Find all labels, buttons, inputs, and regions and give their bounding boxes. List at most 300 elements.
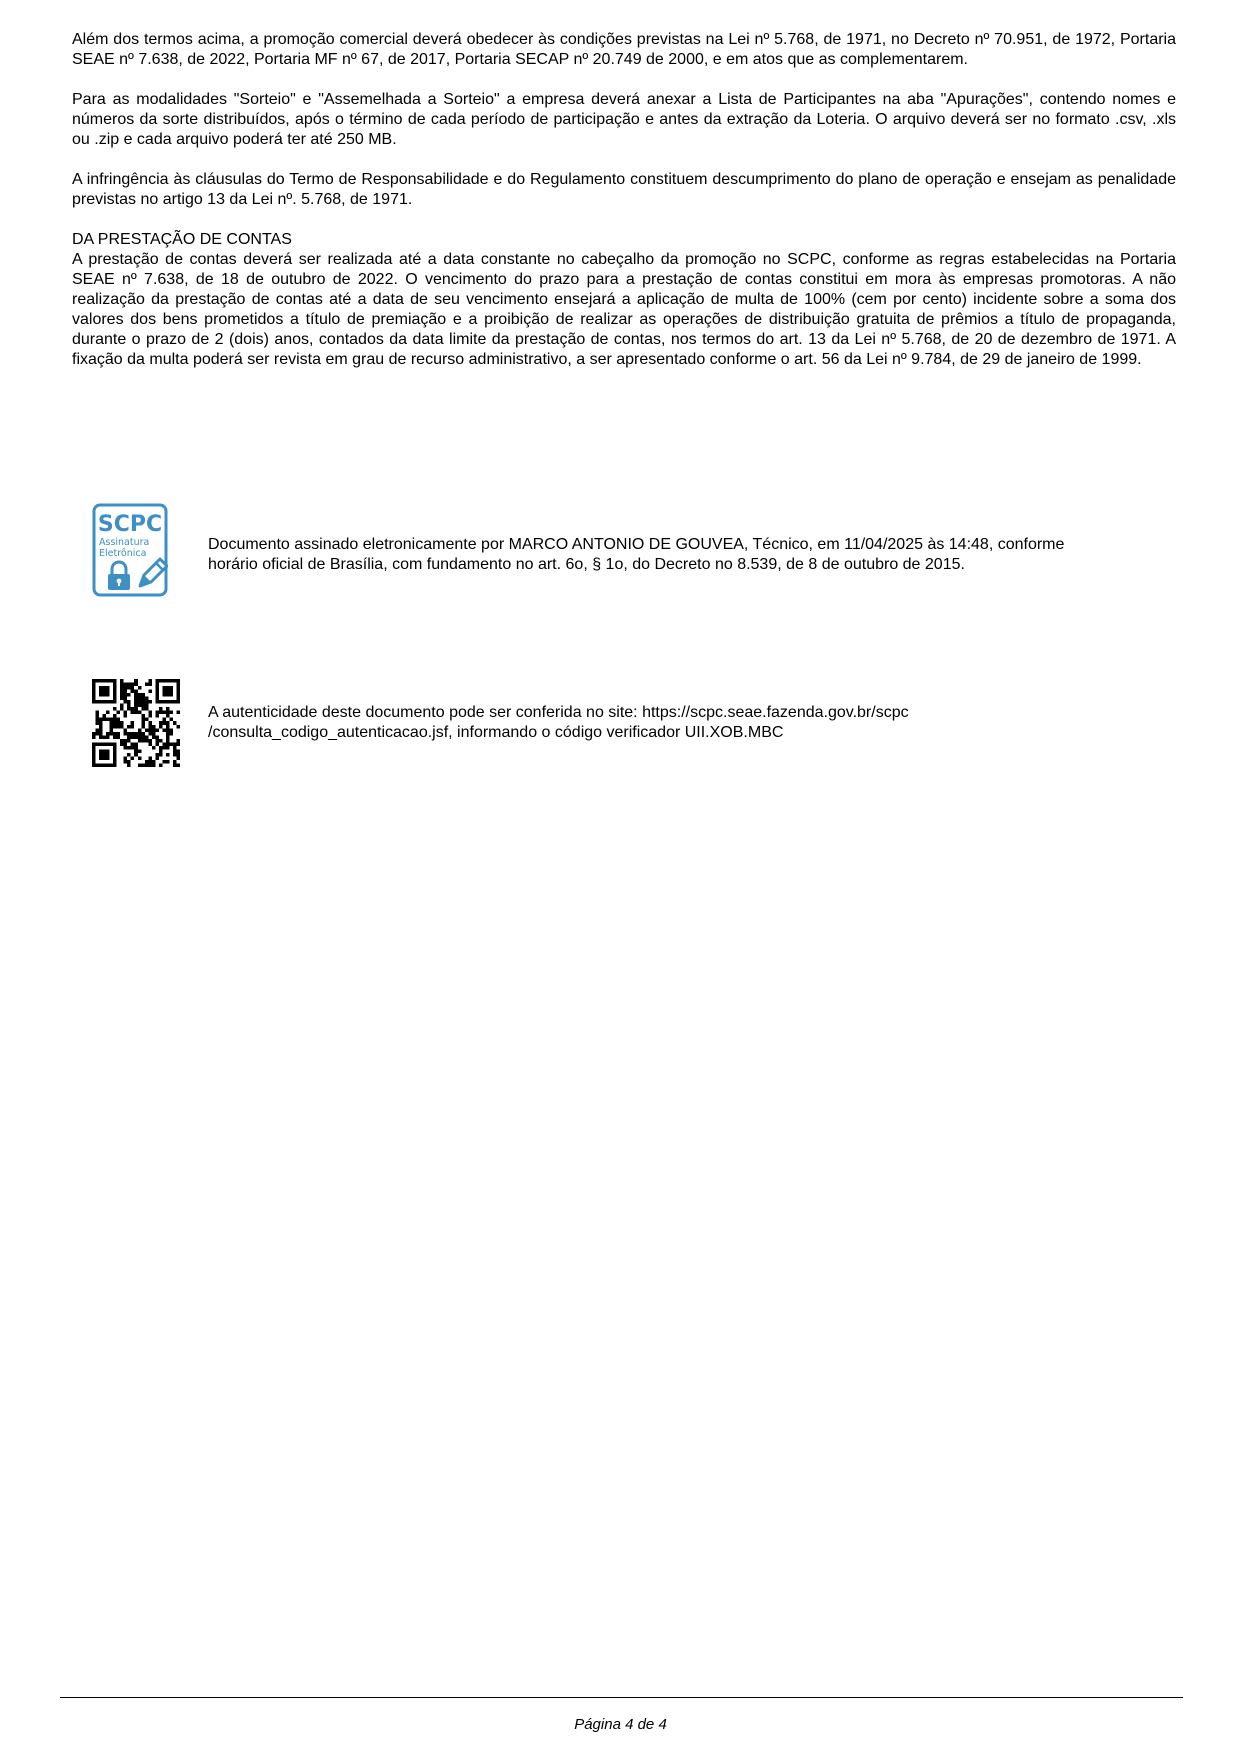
qr-module xyxy=(138,732,142,736)
qr-module xyxy=(127,707,131,711)
qr-module xyxy=(124,756,128,760)
qr-module xyxy=(106,686,110,690)
qr-module xyxy=(173,746,177,750)
qr-module xyxy=(103,690,107,694)
qr-module xyxy=(92,760,96,764)
qr-module xyxy=(96,700,100,704)
qr-module xyxy=(173,700,177,704)
qr-module xyxy=(162,742,166,746)
qr-module xyxy=(166,711,170,715)
qr-module xyxy=(148,756,152,760)
qr-module xyxy=(155,711,159,715)
qr-module xyxy=(166,714,170,718)
qr-module xyxy=(120,742,124,746)
qr-module xyxy=(138,686,142,690)
qr-module xyxy=(96,721,100,725)
qr-module xyxy=(148,732,152,736)
qr-module xyxy=(131,725,135,729)
qr-module xyxy=(162,693,166,697)
seal-title: SCPC xyxy=(97,512,163,537)
qr-module xyxy=(173,753,177,757)
qr-module xyxy=(138,749,142,753)
qr-module xyxy=(96,742,100,746)
qr-module xyxy=(127,763,131,767)
qr-module xyxy=(169,686,173,690)
qr-module xyxy=(145,763,149,767)
qr-module xyxy=(166,742,170,746)
qr-module xyxy=(127,704,131,708)
qr-module xyxy=(176,756,180,760)
qr-module xyxy=(176,725,180,729)
qr-module xyxy=(141,704,145,708)
qr-module xyxy=(103,686,107,690)
qr-module xyxy=(141,739,145,743)
qr-module xyxy=(99,753,103,757)
qr-module xyxy=(169,732,173,736)
qr-module xyxy=(106,735,110,739)
qr-module xyxy=(176,683,180,687)
qr-module xyxy=(159,725,163,729)
qr-module xyxy=(145,704,149,708)
qr-module xyxy=(113,683,117,687)
authenticity-statement xyxy=(208,703,1148,743)
qr-module xyxy=(99,700,103,704)
qr-module xyxy=(148,739,152,743)
qr-module xyxy=(176,763,180,767)
qr-module xyxy=(127,735,131,739)
qr-module xyxy=(103,700,107,704)
qr-module xyxy=(103,735,107,739)
qr-module xyxy=(131,711,135,715)
section-heading-accountability: DA PRESTAÇÃO DE CONTAS xyxy=(72,231,292,248)
qr-module xyxy=(155,742,159,746)
qr-module xyxy=(92,686,96,690)
qr-module xyxy=(159,700,163,704)
qr-module xyxy=(106,753,110,757)
qr-module xyxy=(113,690,117,694)
qr-module xyxy=(131,707,135,711)
qr-module xyxy=(92,697,96,701)
qr-module xyxy=(134,711,138,715)
qr-module xyxy=(141,718,145,722)
qr-module xyxy=(141,707,145,711)
qr-module xyxy=(145,707,149,711)
qr-module xyxy=(96,679,100,683)
qr-module xyxy=(176,700,180,704)
qr-module xyxy=(176,739,180,743)
qr-module xyxy=(145,697,149,701)
qr-module xyxy=(173,749,177,753)
qr-module xyxy=(176,711,180,715)
qr-module xyxy=(124,746,128,750)
qr-module xyxy=(148,711,152,715)
qr-module xyxy=(155,683,159,687)
qr-module xyxy=(131,721,135,725)
qr-module xyxy=(166,725,170,729)
qr-module xyxy=(134,693,138,697)
qr-module xyxy=(120,721,124,725)
electronic-signature-block xyxy=(92,503,1152,599)
qr-module xyxy=(173,742,177,746)
qr-module xyxy=(103,742,107,746)
qr-module xyxy=(162,686,166,690)
qr-module xyxy=(155,697,159,701)
qr-module xyxy=(148,714,152,718)
qr-module xyxy=(99,756,103,760)
qr-module xyxy=(92,749,96,753)
qr-module xyxy=(162,721,166,725)
authenticity-block xyxy=(92,679,1152,769)
qr-module xyxy=(117,718,121,722)
qr-module xyxy=(162,679,166,683)
qr-module xyxy=(138,763,142,767)
qr-module xyxy=(106,700,110,704)
qr-module xyxy=(103,679,107,683)
qr-module xyxy=(127,686,131,690)
qr-module xyxy=(99,686,103,690)
qr-module xyxy=(106,693,110,697)
qr-module xyxy=(176,690,180,694)
qr-module xyxy=(152,728,156,732)
qr-module xyxy=(103,718,107,722)
qr-code-icon xyxy=(92,679,180,767)
qr-module xyxy=(124,742,128,746)
qr-module xyxy=(148,728,152,732)
paragraph-participant-list: Para as modalidades "Sorteio" e "Assemelhada a Sorteio" a empresa deverá anexar a Lista de Participantes na aba "Apurações", contendo nomes e números da sorte distribuídos, após o término de cada período de participação e antes da extração da Loteria. O arquivo deverá ser no formato .csv, .xls ou .zip e cada arquivo poderá ter até 250 MB. xyxy=(72,91,1176,148)
qr-module xyxy=(162,700,166,704)
qr-module xyxy=(169,742,173,746)
qr-module xyxy=(113,697,117,701)
qr-module xyxy=(152,746,156,750)
qr-module xyxy=(159,711,163,715)
qr-module xyxy=(166,746,170,750)
qr-module xyxy=(117,711,121,715)
qr-module xyxy=(173,763,177,767)
qr-module xyxy=(110,728,114,732)
qr-module xyxy=(173,721,177,725)
qr-module xyxy=(166,700,170,704)
qr-module xyxy=(92,753,96,757)
qr-module xyxy=(127,693,131,697)
qr-module xyxy=(127,739,131,743)
qr-module xyxy=(110,718,114,722)
qr-module xyxy=(141,735,145,739)
qr-module xyxy=(99,728,103,732)
authenticity-line-2: /consulta_codigo_autenticacao.jsf, informando o código verificador UII.XOB.MBC xyxy=(208,724,784,741)
qr-module xyxy=(152,732,156,736)
qr-module xyxy=(173,679,177,683)
qr-module xyxy=(166,760,170,764)
qr-module xyxy=(103,753,107,757)
paragraph-accountability: A prestação de contas deverá ser realizada até a data constante no cabeçalho da promoção no SCPC, conforme as regras estabelecidas na Portaria SEAE nº 7.638, de 18 de outubro de 2022. O vencimento do prazo para a prestação de contas constitui em mora às empresas promotoras. A não realização da prestação de contas até a data de seu vencimento ensejará a aplicação de multa de 100% (cem por cento) incidente sobre a soma dos valores dos bens prometidos a título de premiação e a proibição de realizar as operações de distribuição gratuita de prêmios a título de propaganda, durante o prazo de 2 (dois) anos, contados da data limite da prestação de contas, nos termos do art. 13 da Lei nº 5.768, de 20 de dezembro de 1971. A fixação da multa poderá ser revista em grau de recurso administrativo, a ser apresentado conforme o art. 56 da Lei nº 9.784, de 29 de janeiro de 1999. xyxy=(72,251,1176,368)
qr-module xyxy=(131,735,135,739)
qr-module xyxy=(110,742,114,746)
qr-module xyxy=(120,686,124,690)
qr-module xyxy=(145,739,149,743)
qr-module xyxy=(148,725,152,729)
qr-module xyxy=(99,732,103,736)
qr-module xyxy=(110,725,114,729)
qr-module xyxy=(127,700,131,704)
qr-module xyxy=(92,735,96,739)
qr-module xyxy=(134,753,138,757)
qr-module xyxy=(131,683,135,687)
qr-module xyxy=(131,732,135,736)
qr-module xyxy=(124,739,128,743)
qr-module xyxy=(148,760,152,764)
qr-module xyxy=(166,693,170,697)
qr-module xyxy=(124,686,128,690)
qr-module xyxy=(110,732,114,736)
qr-module xyxy=(155,739,159,743)
qr-module xyxy=(99,725,103,729)
qr-module xyxy=(120,693,124,697)
qr-module xyxy=(176,679,180,683)
qr-module xyxy=(155,690,159,694)
qr-module xyxy=(169,679,173,683)
qr-module xyxy=(106,690,110,694)
qr-module xyxy=(96,718,100,722)
qr-module xyxy=(96,728,100,732)
qr-module xyxy=(141,693,145,697)
qr-module xyxy=(138,756,142,760)
qr-module xyxy=(127,725,131,729)
qr-module xyxy=(131,686,135,690)
qr-module xyxy=(99,721,103,725)
qr-module xyxy=(96,763,100,767)
qr-module xyxy=(134,749,138,753)
qr-module xyxy=(134,732,138,736)
qr-module xyxy=(110,679,114,683)
qr-module xyxy=(159,707,163,711)
signature-line-1: Documento assinado eletronicamente por MARCO ANTONIO DE GOUVEA, Técnico, em 11/04/2025 às 14:48, conforme xyxy=(208,536,1065,553)
qr-module xyxy=(134,746,138,750)
qr-module xyxy=(134,742,138,746)
qr-module xyxy=(152,735,156,739)
qr-module xyxy=(120,739,124,743)
qr-module xyxy=(155,700,159,704)
qr-module xyxy=(117,725,121,729)
qr-module xyxy=(113,742,117,746)
qr-module xyxy=(155,753,159,757)
signature-statement xyxy=(208,535,1148,575)
qr-module xyxy=(138,739,142,743)
qr-module xyxy=(176,753,180,757)
qr-module xyxy=(176,742,180,746)
qr-module xyxy=(110,721,114,725)
qr-module xyxy=(92,693,96,697)
paragraph-infringement: A infringência às cláusulas do Termo de Responsabilidade e do Regulamento constituem descumprimento do plano de operação e ensejam as penalidade previstas no artigo 13 da Lei nº. 5.768, de 1971. xyxy=(72,171,1176,208)
qr-module xyxy=(155,756,159,760)
qr-module xyxy=(166,753,170,757)
qr-module xyxy=(110,700,114,704)
qr-module xyxy=(134,679,138,683)
qr-module xyxy=(134,683,138,687)
qr-module xyxy=(155,735,159,739)
qr-module xyxy=(162,728,166,732)
qr-module xyxy=(103,763,107,767)
qr-module xyxy=(148,742,152,746)
qr-module xyxy=(176,749,180,753)
qr-module xyxy=(99,735,103,739)
qr-module xyxy=(113,756,117,760)
qr-module xyxy=(99,742,103,746)
qr-module xyxy=(92,746,96,750)
qr-module xyxy=(106,711,110,715)
qr-module xyxy=(106,732,110,736)
qr-module xyxy=(106,679,110,683)
qr-module xyxy=(141,721,145,725)
qr-module xyxy=(92,683,96,687)
qr-module xyxy=(138,728,142,732)
qr-module xyxy=(127,683,131,687)
qr-module xyxy=(134,707,138,711)
qr-module xyxy=(99,690,103,694)
seal-line-1: Assinatura xyxy=(99,537,150,548)
qr-module xyxy=(99,679,103,683)
paragraph-legal-conditions: Além dos termos acima, a promoção comercial deverá obedecer às condições previstas na Lei nº 5.768, de 1971, no Decreto nº 70.951, de 1972, Portaria SEAE nº 7.638, de 2022, Portaria MF nº 67, de 2017, Portaria SECAP nº 20.749 de 2000, e em atos que as complementarem. xyxy=(72,31,1176,68)
qr-module xyxy=(120,725,124,729)
signature-line-2: horário oficial de Brasília, com fundamento no art. 6o, § 1o, do Decreto no 8.539, de 8 de outubro de 2015. xyxy=(208,556,965,573)
qr-module xyxy=(106,756,110,760)
qr-module xyxy=(166,686,170,690)
authenticity-line-1: A autenticidade deste documento pode ser conferida no site: https://scpc.seae.fazenda.gov.br/scpc xyxy=(208,704,909,721)
qr-module xyxy=(138,697,142,701)
qr-module xyxy=(113,746,117,750)
qr-module xyxy=(176,693,180,697)
qr-module xyxy=(120,679,124,683)
qr-module xyxy=(92,679,96,683)
qr-module xyxy=(159,753,163,757)
qr-module xyxy=(166,690,170,694)
qr-module xyxy=(96,732,100,736)
qr-module xyxy=(113,732,117,736)
qr-module xyxy=(176,697,180,701)
qr-module xyxy=(92,756,96,760)
qr-module xyxy=(155,693,159,697)
qr-module xyxy=(124,690,128,694)
qr-module xyxy=(145,718,149,722)
qr-module xyxy=(110,763,114,767)
qr-module xyxy=(134,700,138,704)
page-number: Página 4 de 4 xyxy=(574,1716,667,1733)
qr-module xyxy=(145,700,149,704)
qr-module xyxy=(166,707,170,711)
qr-module xyxy=(117,735,121,739)
qr-module xyxy=(176,686,180,690)
qr-module xyxy=(92,732,96,736)
qr-module xyxy=(127,760,131,764)
qr-module xyxy=(127,746,131,750)
qr-module xyxy=(159,763,163,767)
seal-line-2: Eletrônica xyxy=(99,548,147,559)
qr-module xyxy=(92,763,96,767)
qr-module xyxy=(92,742,96,746)
qr-module xyxy=(120,690,124,694)
qr-module xyxy=(148,700,152,704)
qr-module xyxy=(124,732,128,736)
qr-module xyxy=(138,704,142,708)
qr-module xyxy=(124,728,128,732)
qr-module xyxy=(166,721,170,725)
qr-module xyxy=(134,690,138,694)
qr-module xyxy=(127,732,131,736)
qr-module xyxy=(120,697,124,701)
qr-module xyxy=(92,700,96,704)
qr-module xyxy=(134,735,138,739)
qr-module xyxy=(166,739,170,743)
qr-module xyxy=(96,714,100,718)
qr-module xyxy=(166,735,170,739)
document-body xyxy=(72,30,1176,370)
qr-module xyxy=(148,763,152,767)
qr-module xyxy=(155,686,159,690)
qr-module xyxy=(113,686,117,690)
qr-module xyxy=(103,749,107,753)
qr-module xyxy=(106,742,110,746)
qr-module xyxy=(124,693,128,697)
qr-module xyxy=(141,725,145,729)
qr-module xyxy=(103,756,107,760)
qr-module xyxy=(141,732,145,736)
qr-module xyxy=(103,714,107,718)
qr-module xyxy=(141,714,145,718)
qr-module xyxy=(169,693,173,697)
qr-module xyxy=(124,683,128,687)
qr-module xyxy=(138,700,142,704)
qr-module xyxy=(162,760,166,764)
qr-module xyxy=(166,679,170,683)
qr-module xyxy=(166,732,170,736)
qr-module xyxy=(99,763,103,767)
qr-module xyxy=(113,700,117,704)
qr-module xyxy=(162,746,166,750)
qr-module xyxy=(113,679,117,683)
qr-module xyxy=(152,760,156,764)
qr-module xyxy=(106,763,110,767)
qr-module xyxy=(124,714,128,718)
qr-module xyxy=(99,693,103,697)
qr-module xyxy=(120,683,124,687)
qr-module xyxy=(169,690,173,694)
qr-module xyxy=(131,746,135,750)
qr-module xyxy=(159,739,163,743)
qr-module xyxy=(152,763,156,767)
qr-module xyxy=(141,763,145,767)
qr-module xyxy=(169,718,173,722)
qr-module xyxy=(162,718,166,722)
qr-module xyxy=(159,746,163,750)
qr-module xyxy=(103,693,107,697)
qr-module xyxy=(113,714,117,718)
qr-module xyxy=(141,697,145,701)
qr-module xyxy=(113,693,117,697)
qr-module xyxy=(162,711,166,715)
qr-module xyxy=(131,756,135,760)
qr-module xyxy=(134,697,138,701)
footer-divider xyxy=(60,1697,1183,1698)
qr-module xyxy=(155,714,159,718)
qr-module xyxy=(145,728,149,732)
qr-module xyxy=(134,704,138,708)
qr-module xyxy=(169,711,173,715)
qr-module xyxy=(138,693,142,697)
qr-module xyxy=(148,690,152,694)
qr-module xyxy=(141,700,145,704)
qr-module xyxy=(113,721,117,725)
qr-module xyxy=(148,679,152,683)
qr-module xyxy=(124,697,128,701)
